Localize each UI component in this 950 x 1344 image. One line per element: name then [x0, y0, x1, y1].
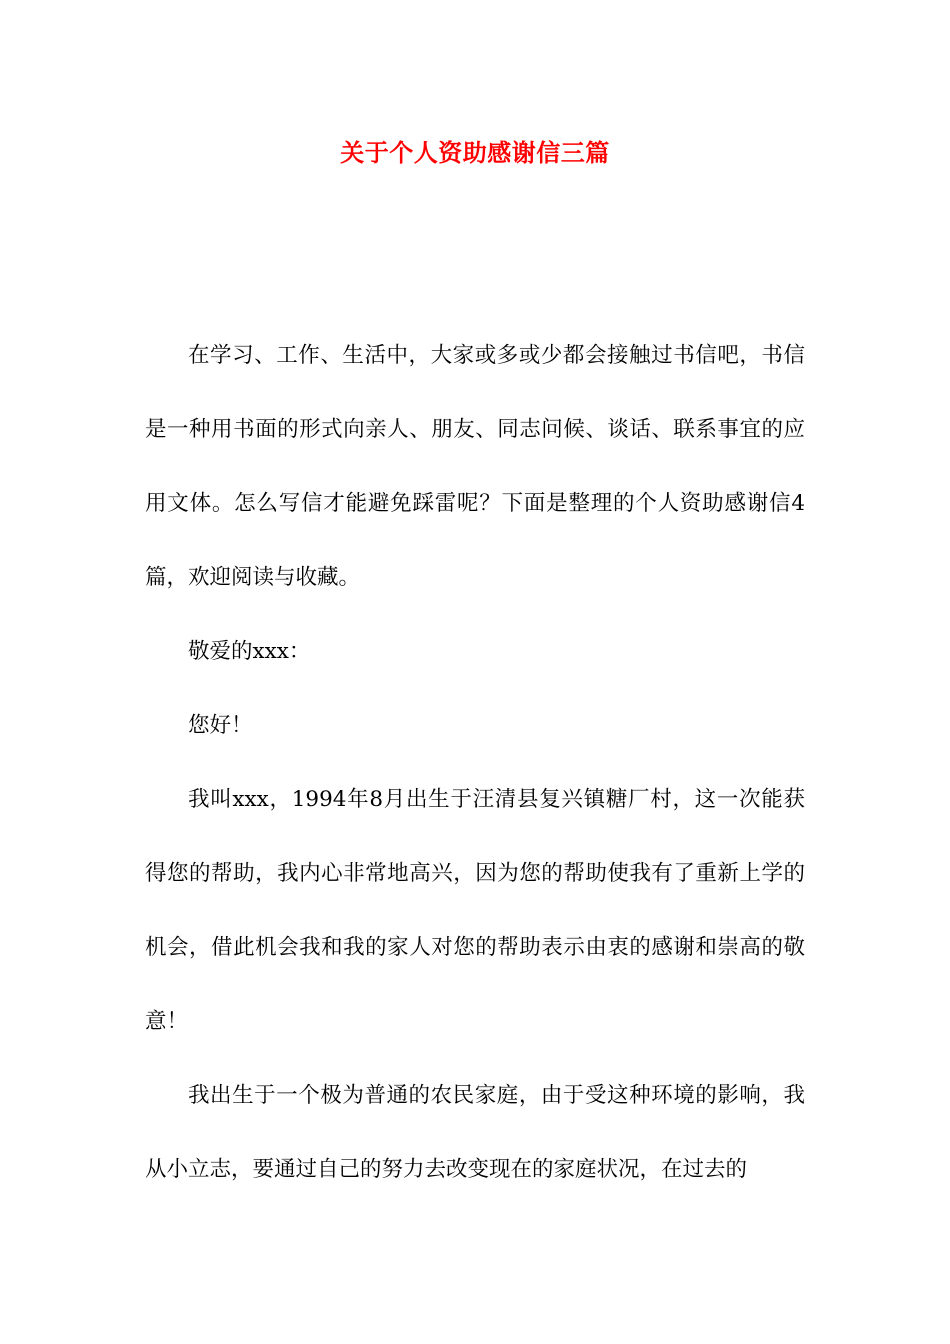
paragraph-greeting: 您好！ [188, 713, 253, 738]
paragraph-intro: 在学习、工作、生活中，大家或多或少都会接触过书信吧，书信是一种用书面的形式向亲人、朋友、同志问候、谈话、联系事宜的应用文体。怎么写信才能避免踩雷呢？下面是整理的个人资助感谢信4篇，欢迎阅读与收藏。 [145, 343, 805, 590]
document-body [145, 319, 805, 1207]
paragraph-salutation: 敬爱的xxx： [188, 639, 311, 664]
paragraph-self-introduction: 我叫xxx，1994年8月出生于汪清县复兴镇糖厂村，这一次能获得您的帮助，我内心非常地高兴，因为您的帮助使我有了重新上学的机会，借此机会我和我的家人对您的帮助表示由衷的感谢和崇高的敬意！ [145, 787, 805, 1034]
paragraph-background: 我出生于一个极为普通的农民家庭，由于受这种环境的影响，我从小立志，要通过自己的努力去改变现在的家庭状况，在过去的 [145, 1083, 805, 1182]
document-title: 关于个人资助感谢信三篇 [340, 139, 610, 167]
